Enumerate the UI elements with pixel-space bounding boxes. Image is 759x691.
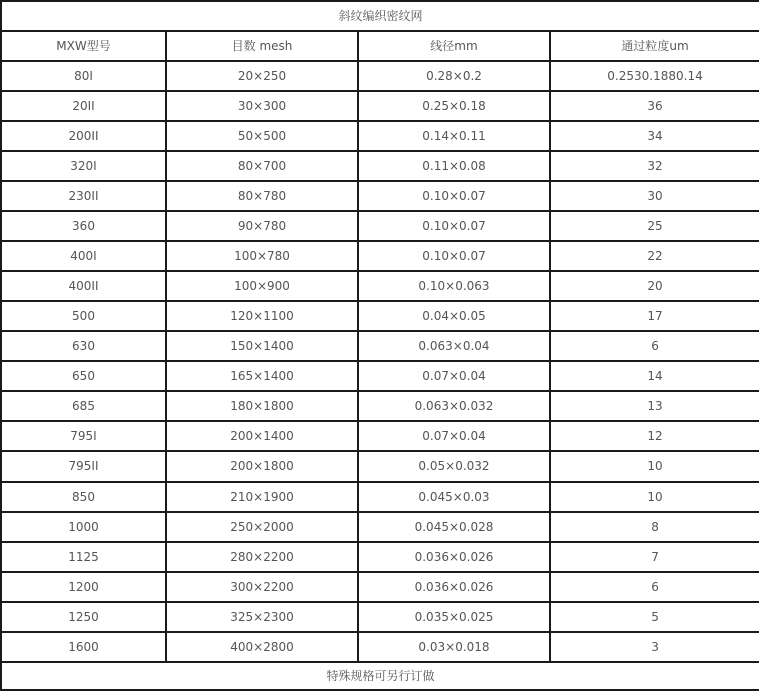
cell-wire-diameter: 0.035×0.025	[358, 602, 550, 632]
cell-particle-size: 13	[550, 391, 759, 421]
cell-wire-diameter: 0.05×0.032	[358, 451, 550, 481]
cell-wire-diameter: 0.063×0.032	[358, 391, 550, 421]
cell-particle-size: 25	[550, 211, 759, 241]
cell-particle-size: 7	[550, 542, 759, 572]
cell-model: 400I	[1, 241, 166, 271]
cell-wire-diameter: 0.10×0.07	[358, 241, 550, 271]
table-body	[1, 1, 759, 662]
cell-particle-size: 34	[550, 121, 759, 151]
cell-wire-diameter: 0.07×0.04	[358, 361, 550, 391]
cell-wire-diameter: 0.045×0.028	[358, 512, 550, 542]
cell-model: 850	[1, 482, 166, 512]
cell-mesh: 200×1800	[166, 451, 358, 481]
table-row	[1, 542, 759, 572]
cell-wire-diameter: 0.036×0.026	[358, 572, 550, 602]
cell-model: 795II	[1, 451, 166, 481]
cell-model: 400II	[1, 271, 166, 301]
cell-mesh: 100×900	[166, 271, 358, 301]
table-row	[1, 482, 759, 512]
cell-model: 230II	[1, 181, 166, 211]
cell-model: 500	[1, 301, 166, 331]
cell-particle-size: 6	[550, 331, 759, 361]
cell-wire-diameter: 0.045×0.03	[358, 482, 550, 512]
cell-wire-diameter: 0.07×0.04	[358, 421, 550, 451]
table-row	[1, 602, 759, 632]
cell-mesh: 300×2200	[166, 572, 358, 602]
cell-model: 685	[1, 391, 166, 421]
table-row	[1, 271, 759, 301]
cell-model: 80I	[1, 61, 166, 91]
table-row	[1, 151, 759, 181]
cell-particle-size: 36	[550, 91, 759, 121]
table-footer-note: 特殊规格可另行订做	[1, 662, 759, 690]
title-row	[1, 1, 759, 31]
cell-particle-size: 0.2530.1880.14	[550, 61, 759, 91]
cell-wire-diameter: 0.28×0.2	[358, 61, 550, 91]
table-row	[1, 121, 759, 151]
cell-particle-size: 3	[550, 632, 759, 662]
table-row	[1, 512, 759, 542]
header-wire-diameter: 线径mm	[358, 31, 550, 61]
cell-wire-diameter: 0.04×0.05	[358, 301, 550, 331]
cell-particle-size: 32	[550, 151, 759, 181]
cell-mesh: 165×1400	[166, 361, 358, 391]
table-row	[1, 301, 759, 331]
cell-wire-diameter: 0.03×0.018	[358, 632, 550, 662]
cell-particle-size: 10	[550, 451, 759, 481]
cell-wire-diameter: 0.063×0.04	[358, 331, 550, 361]
cell-model: 1000	[1, 512, 166, 542]
cell-particle-size: 10	[550, 482, 759, 512]
cell-mesh: 280×2200	[166, 542, 358, 572]
cell-particle-size: 12	[550, 421, 759, 451]
table-row	[1, 211, 759, 241]
cell-mesh: 400×2800	[166, 632, 358, 662]
cell-particle-size: 20	[550, 271, 759, 301]
cell-mesh: 120×1100	[166, 301, 358, 331]
table-row	[1, 61, 759, 91]
cell-model: 1250	[1, 602, 166, 632]
cell-particle-size: 30	[550, 181, 759, 211]
cell-model: 320I	[1, 151, 166, 181]
cell-particle-size: 22	[550, 241, 759, 271]
table-row	[1, 181, 759, 211]
cell-model: 1125	[1, 542, 166, 572]
cell-model: 360	[1, 211, 166, 241]
table-title: 斜纹编织密纹网	[1, 1, 759, 31]
cell-particle-size: 5	[550, 602, 759, 632]
cell-mesh: 180×1800	[166, 391, 358, 421]
table-row	[1, 451, 759, 481]
cell-wire-diameter: 0.11×0.08	[358, 151, 550, 181]
cell-model: 650	[1, 361, 166, 391]
cell-particle-size: 14	[550, 361, 759, 391]
table-row	[1, 91, 759, 121]
cell-mesh: 150×1400	[166, 331, 358, 361]
cell-wire-diameter: 0.14×0.11	[358, 121, 550, 151]
cell-particle-size: 6	[550, 572, 759, 602]
cell-wire-diameter: 0.10×0.063	[358, 271, 550, 301]
cell-mesh: 80×700	[166, 151, 358, 181]
cell-model: 20II	[1, 91, 166, 121]
header-row	[1, 31, 759, 61]
cell-mesh: 50×500	[166, 121, 358, 151]
header-model: MXW型号	[1, 31, 166, 61]
cell-model: 1600	[1, 632, 166, 662]
cell-wire-diameter: 0.25×0.18	[358, 91, 550, 121]
cell-particle-size: 17	[550, 301, 759, 331]
cell-model: 1200	[1, 572, 166, 602]
cell-mesh: 325×2300	[166, 602, 358, 632]
cell-mesh: 250×2000	[166, 512, 358, 542]
footer-row	[1, 662, 759, 690]
cell-wire-diameter: 0.036×0.026	[358, 542, 550, 572]
cell-mesh: 210×1900	[166, 482, 358, 512]
cell-model: 200II	[1, 121, 166, 151]
cell-model: 630	[1, 331, 166, 361]
cell-mesh: 80×780	[166, 181, 358, 211]
table-row	[1, 421, 759, 451]
header-particle-size: 通过粒度um	[550, 31, 759, 61]
table-row	[1, 572, 759, 602]
cell-particle-size: 8	[550, 512, 759, 542]
table-row	[1, 361, 759, 391]
cell-mesh: 200×1400	[166, 421, 358, 451]
table-row	[1, 241, 759, 271]
cell-mesh: 30×300	[166, 91, 358, 121]
cell-mesh: 20×250	[166, 61, 358, 91]
cell-wire-diameter: 0.10×0.07	[358, 211, 550, 241]
table-row	[1, 632, 759, 662]
table-row	[1, 391, 759, 421]
cell-mesh: 100×780	[166, 241, 358, 271]
header-mesh: 目数 mesh	[166, 31, 358, 61]
cell-model: 795I	[1, 421, 166, 451]
cell-mesh: 90×780	[166, 211, 358, 241]
table-row	[1, 331, 759, 361]
cell-wire-diameter: 0.10×0.07	[358, 181, 550, 211]
